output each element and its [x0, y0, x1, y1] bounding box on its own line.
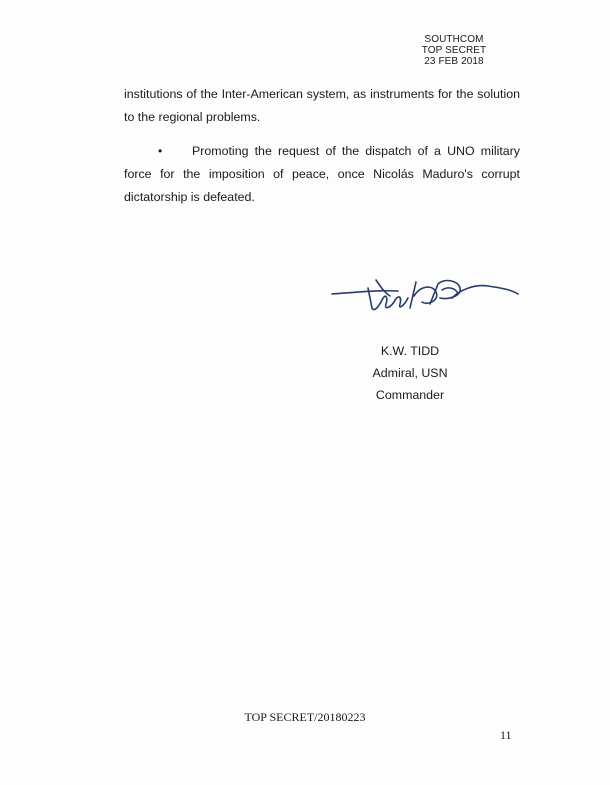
bullet-item [124, 140, 520, 209]
bullet-icon: • [158, 144, 163, 158]
header-command: SOUTHCOM [424, 34, 484, 45]
handwritten-signature [328, 268, 528, 328]
bullet-text: Promoting the request of the dispatch of a UNO military force for the imposition of peace, once Nicolás Maduro's corrupt dictatorship is defeated. [124, 144, 520, 204]
header-date: 23 FEB 2018 [424, 56, 484, 67]
classification-header [394, 34, 514, 67]
signature-block [360, 340, 460, 406]
signer-rank: Admiral, USN [372, 366, 448, 380]
body-paragraph: institutions of the Inter-American system, as instruments for the solution to the regional problems. [124, 87, 520, 124]
footer-classification: TOP SECRET/20180223 [244, 710, 366, 724]
signer-name: K.W. TIDD [380, 344, 440, 358]
page-number: 11 [500, 728, 512, 742]
header-classification: TOP SECRET [421, 45, 487, 56]
signer-title: Commander [375, 388, 445, 402]
